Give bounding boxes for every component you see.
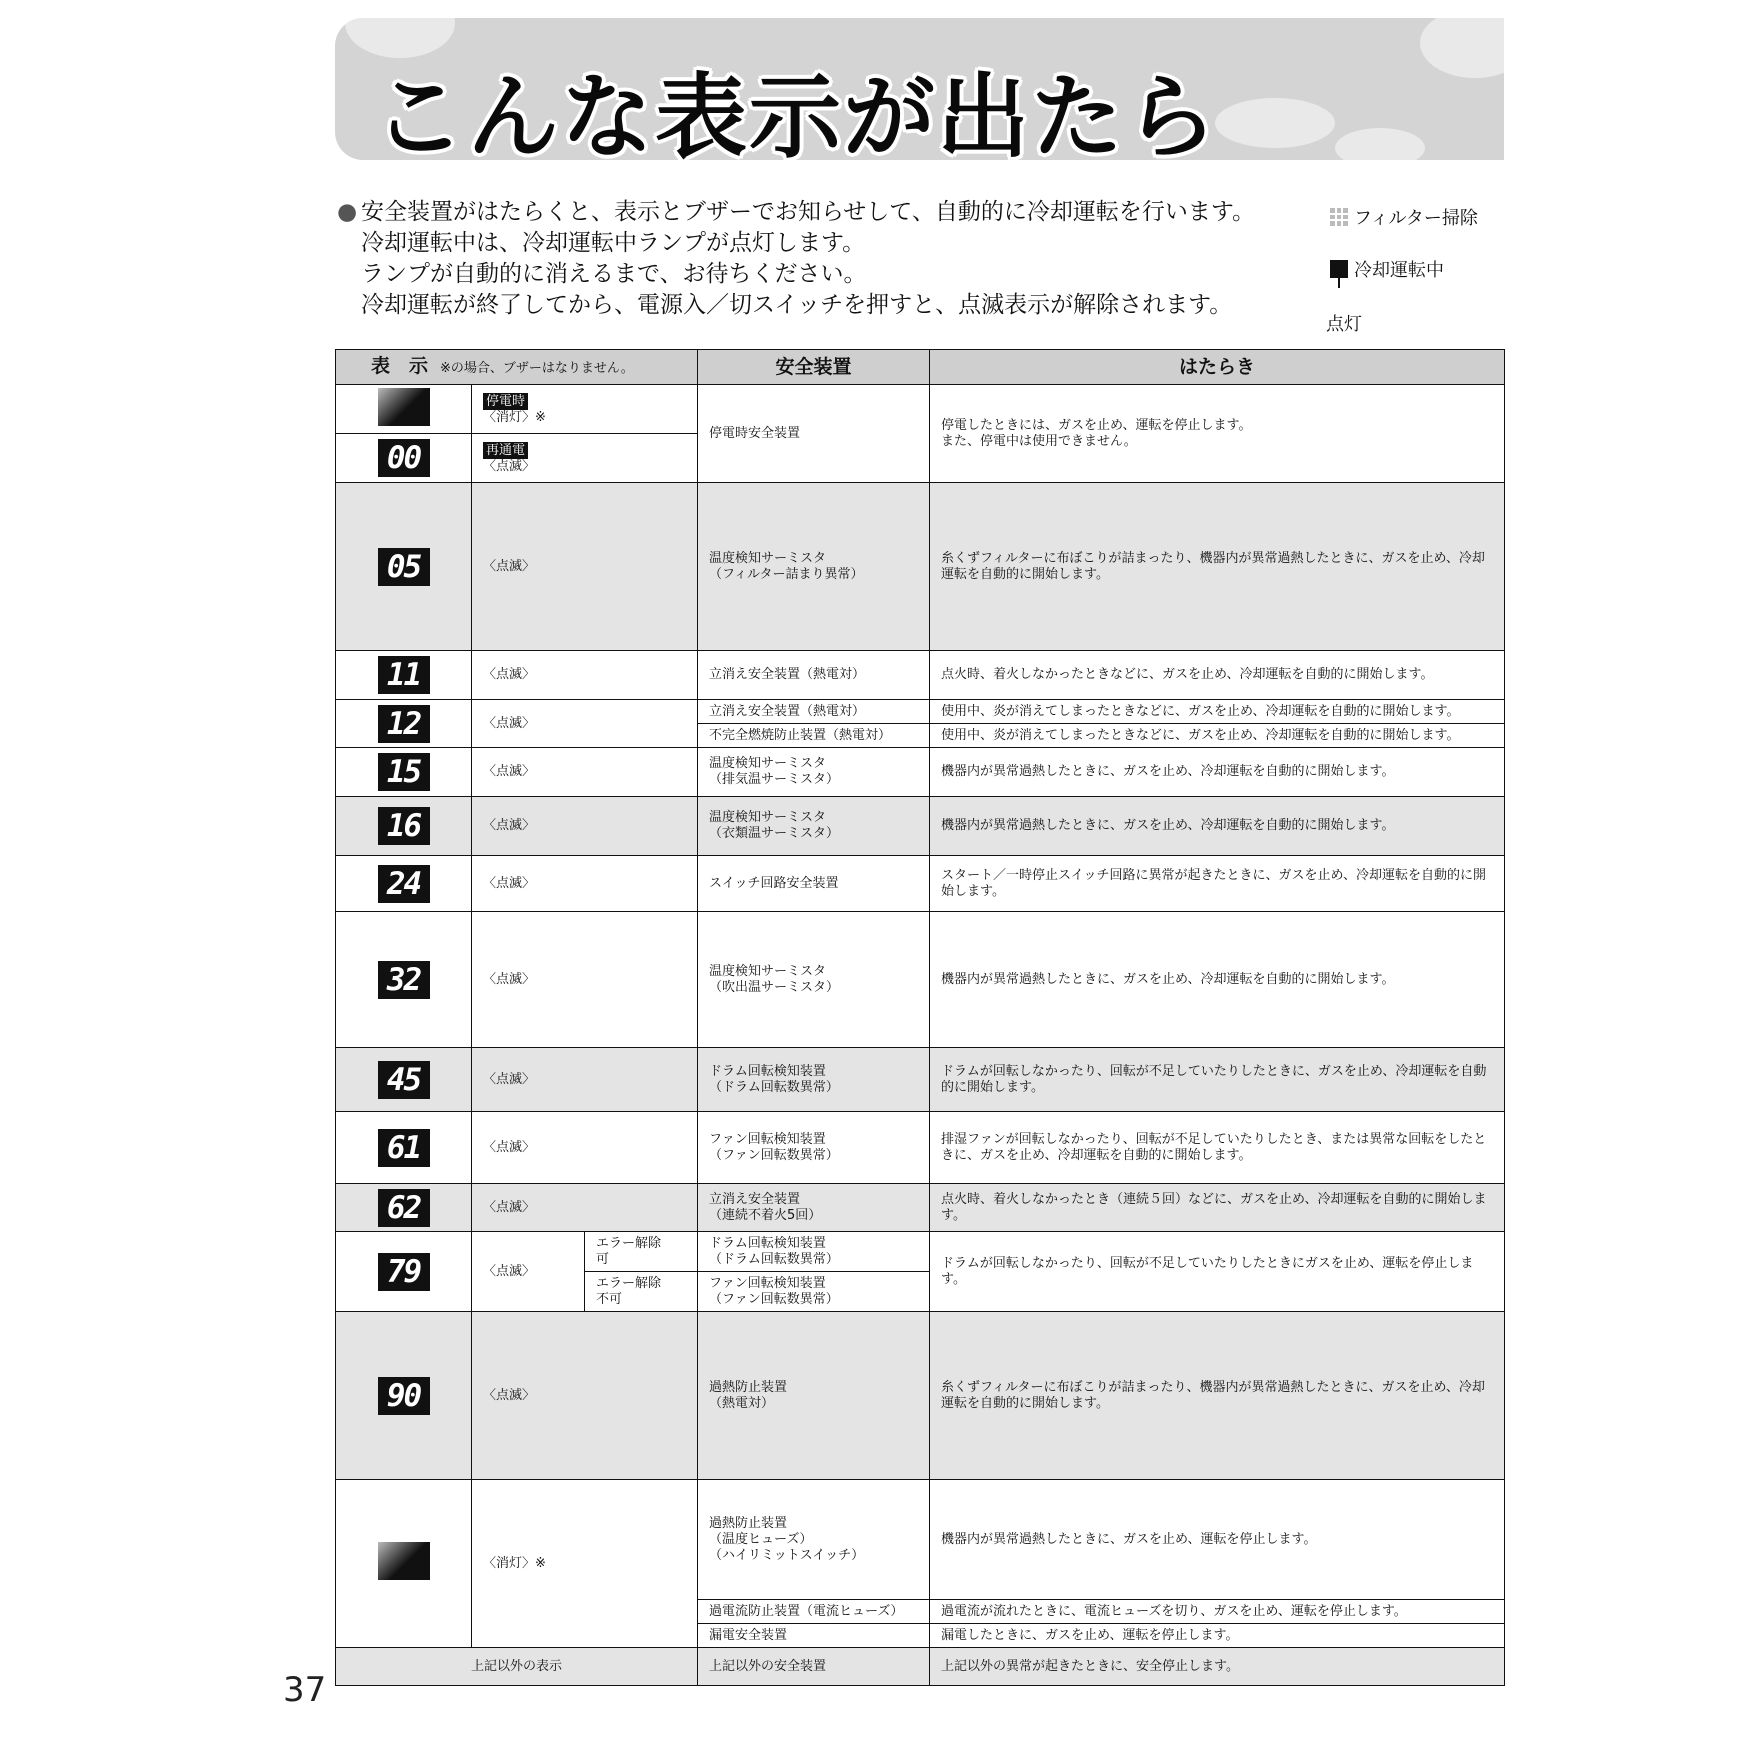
display-code: 79 [336,1232,472,1312]
header-display: 表 示 ※の場合、ブザーはなりません。 [336,350,698,385]
intro-line: ランプが自動的に消えるまで、お待ちください。 [361,261,867,287]
display-state: 〈点滅〉 [472,1312,698,1480]
table-row [336,1312,1505,1480]
title-banner [335,18,1504,160]
display-state: 再通電 〈点滅〉 [472,434,698,483]
device-cell: 温度検知サーミスタ （フィルター詰まり異常） [698,483,930,651]
device-cell: 不完全燃焼防止装置（熱電対） [698,724,930,748]
page-number: 37 [283,1670,327,1710]
device-cell: 温度検知サーミスタ （排気温サーミスタ） [698,748,930,797]
function-cell: 点火時、着火しなかったとき（連続５回）などに、ガスを止め、冷却運転を自動的に開始します。 [930,1184,1505,1232]
legend-filter [1330,204,1478,230]
display-state: 〈点滅〉 [472,1184,698,1232]
display-state: 〈点滅〉 [472,797,698,856]
device-cell: 過熱防止装置 （熱電対） [698,1312,930,1480]
display-state: 〈点滅〉 [472,700,698,748]
function-cell: 停電したときには、ガスを止め、運転を停止します。 また、停電中は使用できません。 [930,385,1505,483]
intro-line: 冷却運転が終了してから、電源入／切スイッチを押すと、点滅表示が解除されます。 [361,292,1233,318]
display-code: 15 [336,748,472,797]
function-cell: ドラムが回転しなかったり、回転が不足していたりしたときに、ガスを止め、冷却運転を自動的に開始します。 [930,1048,1505,1112]
legend-lit-label: 点灯 [1326,314,1362,335]
function-cell: 使用中、炎が消えてしまったときなどに、ガスを止め、冷却運転を自動的に開始します。 [930,700,1505,724]
table-row [336,385,1505,434]
intro-line: 安全装置がはたらくと、表示とブザーでお知らせして、自動的に冷却運転を行います。 [361,199,1256,225]
display-state: 〈点滅〉 [472,1232,585,1312]
header-function: はたらき [930,350,1505,385]
display-code: 11 [336,651,472,700]
table-row [336,1184,1505,1232]
legend-lit [1326,310,1362,336]
device-cell: 停電時安全装置 [698,385,930,483]
display-state: 〈点滅〉 [472,1112,698,1184]
header-device: 安全装置 [698,350,930,385]
filter-lamp-icon [1330,208,1348,226]
display-code [336,1480,472,1648]
bullet-icon: ● [337,199,358,225]
page-title: こんな表示が出たら [373,64,1220,160]
device-cell: 過熱防止装置 （温度ヒューズ） （ハイリミットスイッチ） [698,1480,930,1600]
header-display-note: ※の場合、ブザーはなりません。 [440,360,634,376]
display-code: 05 [336,483,472,651]
cloud-decoration [1420,18,1504,78]
display-other: 上記以外の表示 [336,1648,698,1686]
display-code: 32 [336,912,472,1048]
display-state: 〈消灯〉※ [472,1480,698,1648]
table-row [336,748,1505,797]
error-reset-cell: エラー解除 可 [585,1232,698,1272]
device-cell: ファン回転検知装置 （ファン回転数異常） [698,1272,930,1312]
intro-text [337,197,1317,321]
cloud-decoration [1215,98,1335,148]
device-cell: 立消え安全装置 （連続不着火5回） [698,1184,930,1232]
function-cell: 糸くずフィルターに布ぼこりが詰まったり、機器内が異常過熱したときに、ガスを止め、冷却運転を自動的に開始します。 [930,483,1505,651]
table-row [336,1112,1505,1184]
display-code: 62 [336,1184,472,1232]
legend-cooling-label: 冷却運転中 [1354,260,1444,281]
table-row [336,700,1505,724]
table-row [336,856,1505,912]
legend-cooling [1330,256,1444,282]
display-code [336,385,472,434]
function-cell: 機器内が異常過熱したときに、ガスを止め、冷却運転を自動的に開始します。 [930,797,1505,856]
table-row [336,483,1505,651]
display-code: 00 [336,434,472,483]
function-cell: ドラムが回転しなかったり、回転が不足していたりしたときにガスを止め、運転を停止します。 [930,1232,1505,1312]
display-code: 24 [336,856,472,912]
display-state: 〈点滅〉 [472,651,698,700]
function-cell: スタート／一時停止スイッチ回路に異常が起きたときに、ガスを止め、冷却運転を自動的に開始します。 [930,856,1505,912]
function-cell: 糸くずフィルターに布ぼこりが詰まったり、機器内が異常過熱したときに、ガスを止め、冷却運転を自動的に開始します。 [930,1312,1505,1480]
display-state: 〈点滅〉 [472,856,698,912]
device-cell: スイッチ回路安全装置 [698,856,930,912]
intro-line: 冷却運転中は、冷却運転中ランプが点灯します。 [361,230,866,256]
device-cell: 上記以外の安全装置 [698,1648,930,1686]
display-code: 12 [336,700,472,748]
device-cell: 温度検知サーミスタ （吹出温サーミスタ） [698,912,930,1048]
blank-display-icon [378,388,430,426]
table-row [336,651,1505,700]
device-cell: 立消え安全装置（熱電対） [698,700,930,724]
display-code: 61 [336,1112,472,1184]
function-cell: 使用中、炎が消えてしまったときなどに、ガスを止め、冷却運転を自動的に開始します。 [930,724,1505,748]
table-row [336,797,1505,856]
function-cell: 機器内が異常過熱したときに、ガスを止め、冷却運転を自動的に開始します。 [930,912,1505,1048]
table-row [336,1480,1505,1600]
table-row [336,1648,1505,1686]
device-cell: 温度検知サーミスタ （衣類温サーミスタ） [698,797,930,856]
table-row [336,1048,1505,1112]
error-reset-cell: エラー解除 不可 [585,1272,698,1312]
lamp-legend [1326,200,1520,340]
display-state: 〈点滅〉 [472,1048,698,1112]
device-cell: ファン回転検知装置 （ファン回転数異常） [698,1112,930,1184]
blank-display-icon [378,1542,430,1580]
device-cell: ドラム回転検知装置 （ドラム回転数異常） [698,1232,930,1272]
function-cell: 点火時、着火しなかったときなどに、ガスを止め、冷却運転を自動的に開始します。 [930,651,1505,700]
error-code-table [335,349,1505,1686]
device-cell: 立消え安全装置（熱電対） [698,651,930,700]
display-code: 16 [336,797,472,856]
device-cell: 過電流防止装置（電流ヒューズ） [698,1600,930,1624]
cloud-decoration [1335,128,1425,160]
legend-filter-label: フィルター掃除 [1354,208,1478,229]
display-state: 停電時 〈消灯〉※ [472,385,698,434]
table-row [336,912,1505,1048]
display-state: 〈点滅〉 [472,483,698,651]
display-code: 45 [336,1048,472,1112]
lamp-pointer-line [1338,262,1340,288]
device-cell: ドラム回転検知装置 （ドラム回転数異常） [698,1048,930,1112]
table-row [336,1232,1505,1272]
function-cell: 漏電したときに、ガスを止め、運転を停止します。 [930,1624,1505,1648]
function-cell: 機器内が異常過熱したときに、ガスを止め、冷却運転を自動的に開始します。 [930,748,1505,797]
function-cell: 過電流が流れたときに、電流ヒューズを切り、ガスを止め、運転を停止します。 [930,1600,1505,1624]
device-cell: 漏電安全装置 [698,1624,930,1648]
function-cell: 上記以外の異常が起きたときに、安全停止します。 [930,1648,1505,1686]
display-state: 〈点滅〉 [472,912,698,1048]
display-code: 90 [336,1312,472,1480]
display-state: 〈点滅〉 [472,748,698,797]
function-cell: 排湿ファンが回転しなかったり、回転が不足していたりしたとき、または異常な回転をしたときに、ガスを止め、冷却運転を自動的に開始します。 [930,1112,1505,1184]
function-cell: 機器内が異常過熱したときに、ガスを止め、運転を停止します。 [930,1480,1505,1600]
